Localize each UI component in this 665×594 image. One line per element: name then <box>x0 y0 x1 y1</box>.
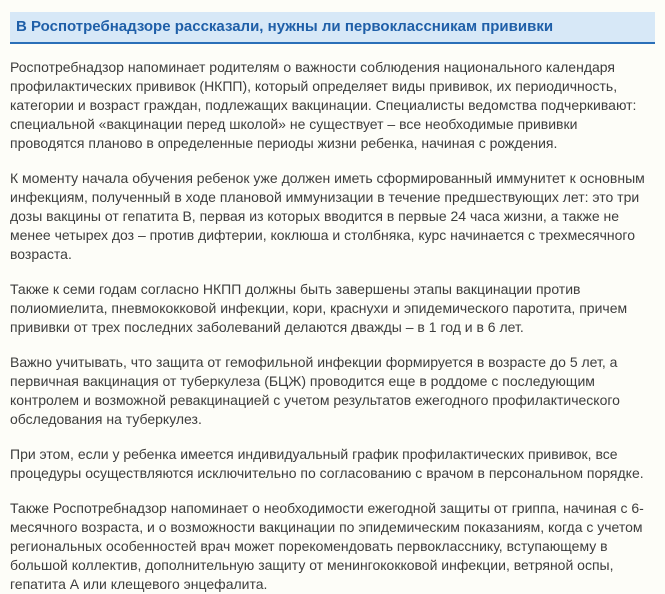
article-paragraph: Также к семи годам согласно НКПП должны быть завершены этапы вакцинации против полиомиелита, пневмококковой инфекции, кори, краснухи и эпидемического паротита, причем прививки от трех последних заболеваний делаются дважды – в 1 год и в 6 лет. <box>10 281 628 335</box>
article-paragraph: Важно учитывать, что защита от гемофильной инфекции формируется в возрасте до 5 лет, а первичная вакцинация от туберкулеза (БЦЖ) проводится еще в роддоме с последующим контролем и возможной ревакцинацией с учетом результатов ежегодного профилактического обследования на туберкулез. <box>10 354 620 427</box>
article-paragraph: Также Роспотребнадзор напоминает о необходимости ежегодной защиты от гриппа, начиная с 6-месячного возраста, и о возможности вакцинации по эпидемическим показаниям, когда с учетом региональных особенностей врач может порекомендовать первокласснику, вступающему в большой коллектив, дополнительную защиту от менингококковой инфекции, ветряной оспы, гепатита А или клещевого энцефалита. <box>10 500 644 592</box>
article-body <box>10 58 655 594</box>
article-title: В Роспотребнадзоре рассказали, нужны ли первоклассникам прививки <box>16 18 554 35</box>
article-paragraph: К моменту начала обучения ребенок уже должен иметь сформированный иммунитет к основным инфекциям, полученный в ходе плановой иммунизации в течение предшествующих лет: это три дозы вакцины от гепатита В, первая из которых вводится в первые 24 часа жизни, а также не менее четырех доз – против дифтерии, коклюша и столбняка, курс начинается с трехмесячного возраста. <box>10 170 645 262</box>
article-paragraph: Роспотребнадзор напоминает родителям о важности соблюдения национального календаря профилактических прививок (НКПП), который определяет виды прививок, их периодичность, категории и возраст граждан, подлежащих вакцинации. Специалисты ведомства подчеркивают: специальной «вакцинации перед школой» не существует – все необходимые прививки проводятся планово в определенные периоды жизни ребенка, начиная с рождения. <box>10 59 637 151</box>
article-header <box>10 12 655 44</box>
article-paragraph: При этом, если у ребенка имеется индивидуальный график профилактических прививок, все процедуры осуществляются исключительно по согласованию с врачом в персональном порядке. <box>10 446 644 481</box>
